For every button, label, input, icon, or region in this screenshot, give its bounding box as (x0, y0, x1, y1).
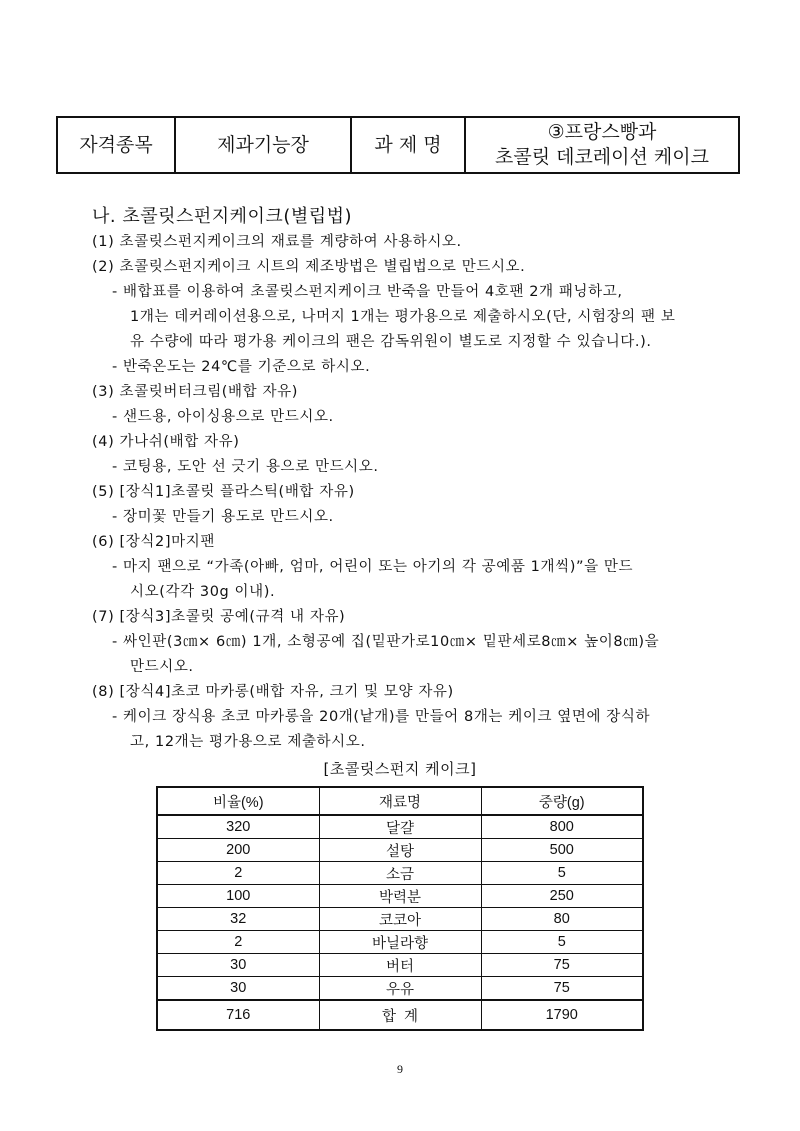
instruction-line: (8) [장식4]초코 마카롱(배합 자유, 크기 및 모양 자유) (92, 684, 454, 700)
section-title: 나. 초콜릿스펀지케이크(별립법) (92, 206, 353, 227)
task-name-line2: 초콜릿 데코레이션 케이크 (495, 146, 709, 168)
instruction-line: (2) 초콜릿스펀지케이크 시트의 제조방법은 별립법으로 만드시오. (92, 259, 526, 275)
weight-cell: 500 (481, 839, 643, 862)
instruction-line: - 반죽온도는 24℃를 기준으로 하시오. (112, 359, 371, 375)
instruction-line: 만드시오. (130, 659, 194, 675)
ratio-cell: 100 (157, 885, 319, 908)
instruction-line: - 케이크 장식용 초코 마카롱을 20개(낱개)를 만들어 8개는 케이크 옆면에 장식하 (112, 709, 651, 725)
table-row (157, 815, 643, 839)
ingredient-cell: 달걀 (319, 815, 481, 839)
instruction-line: 시오(각각 30g 이내). (130, 584, 276, 600)
instruction-line: (4) 가나쉬(배합 자유) (92, 434, 240, 450)
ratio-cell: 30 (157, 954, 319, 977)
instruction-line: - 마지 팬으로 “가족(아빠, 엄마, 어린이 또는 아기의 각 공예품 1개씩)”을 만드 (112, 559, 634, 575)
instruction-line: 고, 12개는 평가용으로 제출하시오. (130, 734, 366, 750)
task-name-line1: ③프랑스빵과 (547, 121, 657, 144)
weight-cell: 75 (481, 977, 643, 1001)
ratio-cell: 200 (157, 839, 319, 862)
weight-cell: 250 (481, 885, 643, 908)
page-number: 9 (397, 1062, 403, 1076)
table-row (157, 839, 643, 862)
total-label: 합 계 (319, 1000, 481, 1030)
instruction-line: (7) [장식3]초콜릿 공예(규격 내 자유) (92, 609, 346, 625)
ratio-cell: 32 (157, 908, 319, 931)
ingredient-cell: 박력분 (319, 885, 481, 908)
ratio-cell: 2 (157, 862, 319, 885)
table-total-row (157, 1000, 643, 1030)
instruction-line: 유 수량에 따라 평가용 케이크의 팬은 감독위원이 별도로 지정할 수 있습니다.). (130, 334, 652, 350)
ratio-cell: 320 (157, 815, 319, 839)
instruction-line: (6) [장식2]마지팬 (92, 534, 215, 550)
table-row (157, 908, 643, 931)
column-header: 비율(%) (157, 787, 319, 815)
weight-cell: 800 (481, 815, 643, 839)
qualification-label: 자격종목 (57, 117, 175, 173)
instruction-line: - 배합표를 이용하여 초콜릿스펀지케이크 반죽을 만들어 4호팬 2개 패닝하고, (112, 284, 623, 300)
instruction-line: (5) [장식1]초콜릿 플라스틱(배합 자유) (92, 484, 355, 500)
instruction-line: - 샌드용, 아이싱용으로 만드시오. (112, 409, 334, 425)
weight-cell: 5 (481, 862, 643, 885)
task-label: 과 제 명 (351, 117, 465, 173)
instruction-line: - 싸인판(3㎝× 6㎝) 1개, 소형공예 집(밑판가로10㎝× 밑판세로8㎝× 높이8㎝)을 (112, 634, 660, 650)
ingredient-cell: 우유 (319, 977, 481, 1001)
weight-cell: 80 (481, 908, 643, 931)
weight-cell: 5 (481, 931, 643, 954)
table-caption: [초콜릿스펀지 케이크] (323, 760, 477, 778)
table-row (157, 862, 643, 885)
task-name (465, 117, 739, 173)
ingredient-cell: 버터 (319, 954, 481, 977)
header-table (56, 116, 740, 174)
total-ratio: 716 (157, 1000, 319, 1030)
instruction-line: - 장미꽃 만들기 용도로 만드시오. (112, 509, 334, 525)
qualification-value: 제과기능장 (175, 117, 351, 173)
ingredient-cell: 소금 (319, 862, 481, 885)
recipe-table (156, 786, 644, 1031)
total-weight: 1790 (481, 1000, 643, 1030)
table-header-row (157, 787, 643, 815)
table-row (157, 931, 643, 954)
instruction-line: (1) 초콜릿스펀지케이크의 재료를 계량하여 사용하시오. (92, 234, 462, 250)
table-row (157, 977, 643, 1001)
instruction-line: (3) 초콜릿버터크림(배합 자유) (92, 384, 298, 400)
instruction-line: - 코팅용, 도안 선 긋기 용으로 만드시오. (112, 459, 379, 475)
column-header: 재료명 (319, 787, 481, 815)
table-row (157, 954, 643, 977)
ingredient-cell: 설탕 (319, 839, 481, 862)
ratio-cell: 2 (157, 931, 319, 954)
ingredient-cell: 코코아 (319, 908, 481, 931)
table-row (157, 885, 643, 908)
ratio-cell: 30 (157, 977, 319, 1001)
instruction-line: 1개는 데커레이션용으로, 나머지 1개는 평가용으로 제출하시오(단, 시험장의 팬 보 (130, 309, 676, 325)
weight-cell: 75 (481, 954, 643, 977)
ingredient-cell: 바닐라향 (319, 931, 481, 954)
column-header: 중량(g) (481, 787, 643, 815)
